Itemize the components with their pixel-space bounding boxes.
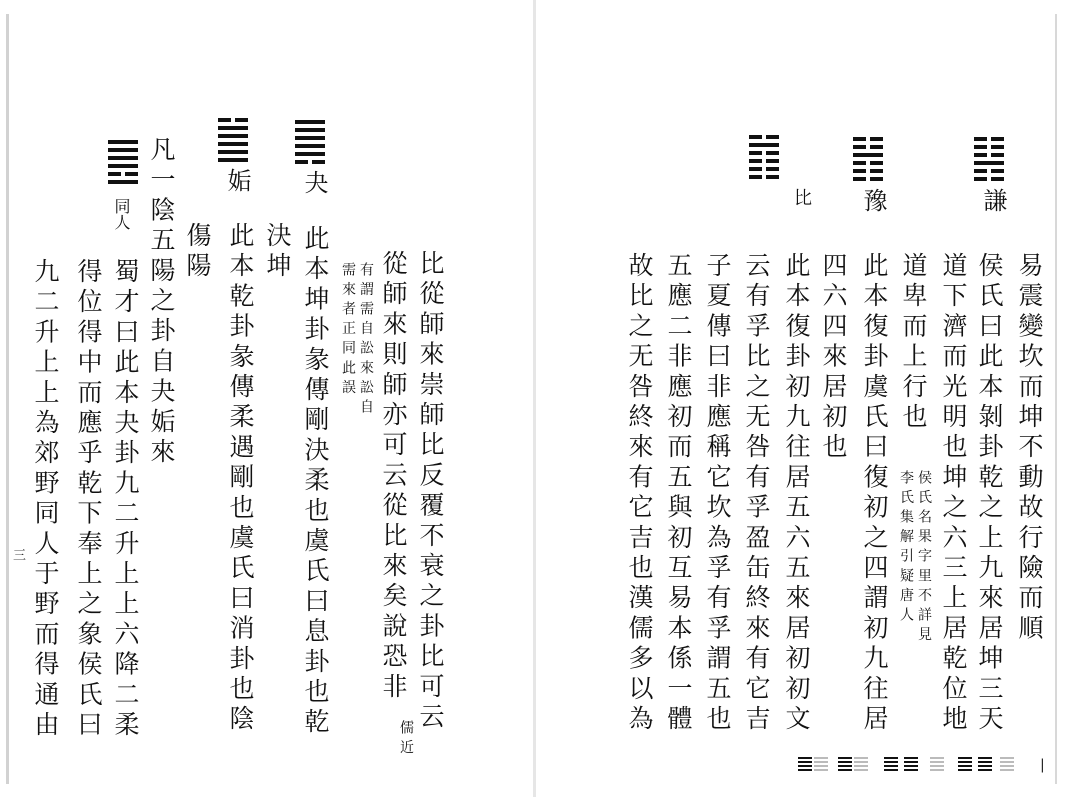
text-column-r11: 故比之无咎終來有它吉也漢儒多以為	[625, 252, 654, 736]
text-column-5: 此本乾卦彖傳柔遇剛也虞氏曰消卦也陰	[226, 222, 255, 736]
text-column-2: 從師來則師亦可云從比來矣說恐非	[379, 250, 408, 703]
text-column-r7: 此本復卦初九往居五六五來居初初文	[782, 252, 811, 736]
annotation-1: 儒近	[398, 720, 414, 760]
hexagram-bi-icon	[749, 135, 779, 183]
text-column-r6: 四六四來居初也	[819, 252, 848, 464]
text-column-r3: 道下濟而光明也坤之六三上居乾位地	[939, 252, 968, 736]
text-column-1: 比從師來崇師比反覆不衰之卦比可云	[416, 250, 445, 734]
text-column-6: 傷陽	[183, 222, 212, 283]
annotation-2: 有謂需自訟來訟自	[358, 262, 374, 419]
hexagram-tongren-icon	[108, 140, 138, 188]
left-page	[0, 0, 533, 797]
text-column-7: 凡一陰五陽之卦自夬姤來	[147, 136, 176, 469]
text-column-4: 決坤	[263, 222, 292, 283]
hexagram-yu-icon	[853, 137, 883, 185]
hexagram-name-gou: 姤	[223, 168, 251, 192]
text-column-r2: 侯氏曰此本剝卦乾之上九來居坤三天	[975, 252, 1004, 736]
text-column-10: 九二升上上為郊野同人于野而得通由	[31, 258, 60, 742]
text-column-8: 蜀才曰此本夬卦九二升上上六降二柔	[111, 258, 140, 742]
page-frame-left	[6, 14, 9, 784]
text-column-r5: 此本復卦虞氏曰復初之四謂初九往居	[860, 252, 889, 736]
text-column-r4: 道卑而上行也	[899, 252, 928, 434]
text-column-3: 此本坤卦彖傳剛決柔也虞氏曰息卦也乾	[301, 225, 330, 739]
right-page	[536, 0, 1071, 797]
hexagram-name-qian: 謙	[979, 188, 1007, 212]
scan-edge-marks	[798, 757, 1038, 773]
page-frame-right	[1055, 14, 1057, 784]
text-column-r9: 子夏傳曰非應稱它坎為孚有孚謂五也	[703, 252, 732, 736]
page-edge-mark: |	[1040, 757, 1045, 773]
text-column-r1: 易震變坎而坤不動故行險而順	[1015, 252, 1044, 645]
text-column-r8: 云有孚比之无咎有孚盈缶終來有它吉	[742, 252, 771, 736]
page-number: 三	[10, 548, 25, 561]
hexagram-gou-icon	[218, 118, 248, 166]
hexagram-name-yu: 豫	[859, 188, 887, 212]
hexagram-qian-icon	[974, 137, 1004, 185]
annotation-r2: 李氏集解引疑唐人	[898, 470, 914, 627]
hexagram-guai-icon	[295, 120, 325, 168]
text-column-9: 得位得中而應乎乾下奉上之象侯氏曰	[74, 258, 103, 742]
hexagram-name-tongren: 同人	[112, 198, 131, 230]
annotation-3: 需來者正同此誤	[340, 262, 356, 400]
text-column-r10: 五應二非應初而五與初互易本係一體	[664, 252, 693, 736]
hexagram-name-bi: 比	[791, 188, 812, 206]
annotation-r1: 侯氏名果字里不詳見	[916, 470, 932, 647]
hexagram-name-guai: 夬	[300, 170, 328, 194]
